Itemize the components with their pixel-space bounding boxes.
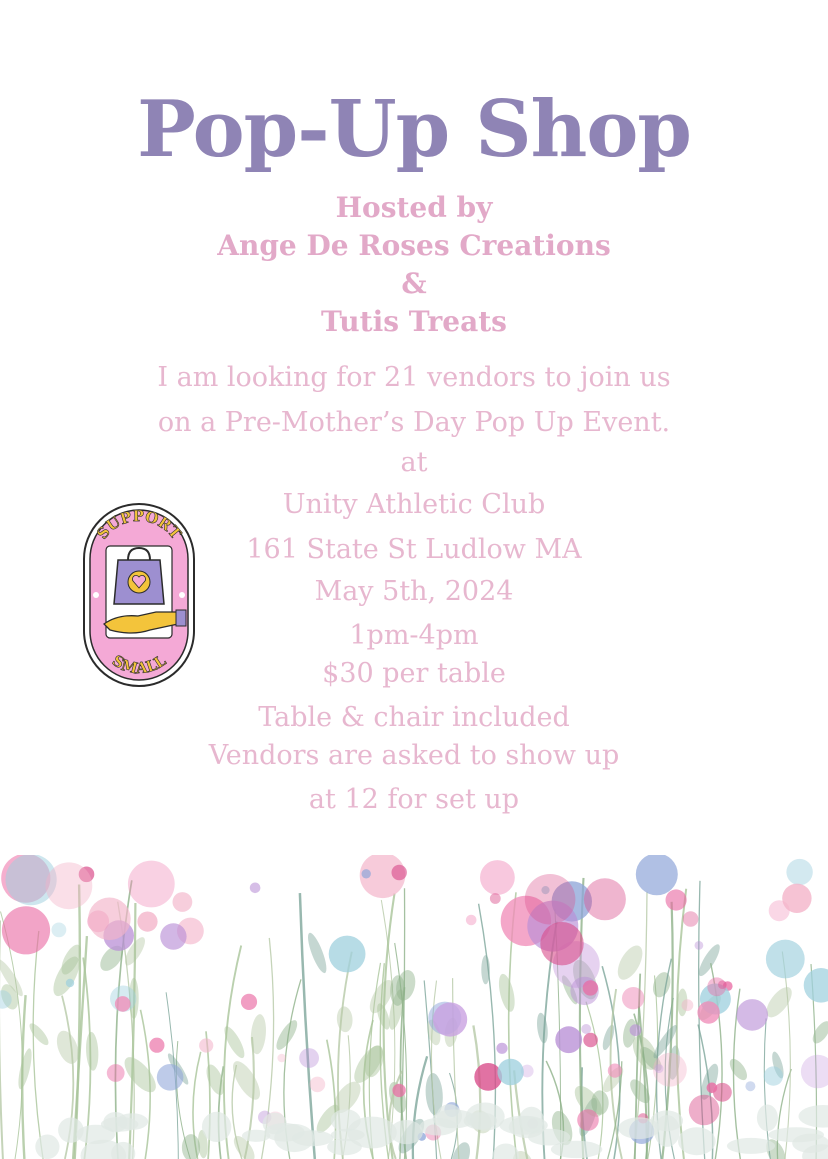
badge-top-text: SUPPORT <box>93 506 185 543</box>
table-price: $30 per table <box>322 658 506 689</box>
at-label: at <box>400 447 428 478</box>
event-time: 1pm-4pm <box>349 620 479 651</box>
support-small-badge <box>80 500 198 690</box>
setup-line-2: at 12 for set up <box>308 784 520 815</box>
host-one-name: Ange De Roses Creations <box>217 229 611 262</box>
ampersand: & <box>401 267 427 300</box>
setup-line-1: Vendors are asked to show up <box>208 740 620 771</box>
poster-title: Pop-Up Shop <box>137 84 691 175</box>
host-two-name: Tutis Treats <box>321 305 507 338</box>
floral-border-illustration <box>0 855 828 1159</box>
table-included: Table & chair included <box>258 702 570 733</box>
hosted-by-label: Hosted by <box>335 191 493 224</box>
badge-bottom-text: SMALL <box>108 651 170 678</box>
venue-name: Unity Athletic Club <box>282 489 546 520</box>
venue-address: 161 State St Ludlow MA <box>246 534 582 565</box>
vendors-line-1: I am looking for 21 vendors to join us <box>157 362 671 393</box>
vendors-line-2: on a Pre-Mother’s Day Pop Up Event. <box>157 407 671 438</box>
event-date: May 5th, 2024 <box>314 576 514 607</box>
